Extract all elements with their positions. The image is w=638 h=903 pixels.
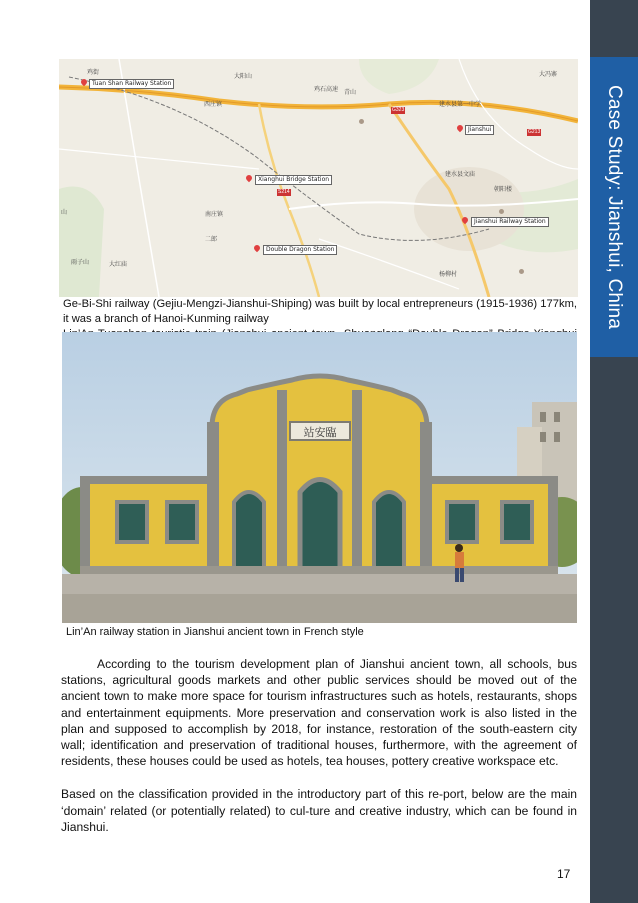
map-label: 青山 <box>344 89 357 96</box>
map-label: 大阳山 <box>234 73 253 80</box>
map-label: 西庄镇 <box>204 101 223 108</box>
paragraph: Based on the classification provided in the introductory part of this re-port, below are the main ‘domain’ related (or potentially related) to cul-ture and creative industry, which can be found in Jianshui. <box>61 787 577 834</box>
map-label: 雨子山 <box>71 259 90 266</box>
map-label: 南庄镇 <box>205 211 224 218</box>
map-label: 鸡街 <box>87 69 100 76</box>
photo-caption: Lin’An railway station in Jianshui ancient town in French style <box>66 626 364 638</box>
road-number: S214 <box>278 189 290 195</box>
map-caption-line-1: Ge-Bi-Shi railway (Gejiu-Mengzi-Jianshui-Shiping) was built by local entrepreneurs (1915-1936) 177km, it was a branch of Hanoi-Kunming railway <box>63 298 577 325</box>
map-label: 二郎 <box>205 236 218 243</box>
map-label: 杨柳村 <box>439 271 458 278</box>
map-label: 大冯寨 <box>539 71 558 78</box>
map-station-label: Xianghui Bridge Station <box>255 175 332 185</box>
page-number: 17 <box>557 867 571 881</box>
map-station-label: Double Dragon Station <box>263 245 337 255</box>
road-number: G323 <box>392 107 405 113</box>
map-label: 建水县第一中学 <box>439 101 482 108</box>
section-title-text: Case Study: Jianshui, China <box>604 84 625 330</box>
poi-marker <box>359 119 364 124</box>
poi-marker <box>499 209 504 214</box>
station-sign-text: 站安臨 <box>303 426 337 439</box>
map-label: 大红庙 <box>109 261 128 268</box>
paragraph: According to the tourism development plan of Jianshui ancient town, all schools, bus stations, agricultural goods markets and other public services should be moved out of the ancient town to make more space for tourism infrastructures such as hotels, restaurants, shops and entertainment equipments. More preservation and conservation work is also listed in the plan and supposed to accomplish by 2018, for instance, restoration of the south-eastern city wall; identification and preservation of traditional houses, furthermore, with the agreement of residents, these houses could be used as hotels, tea houses, pottery creative workspace etc. <box>61 657 577 769</box>
map-label: 朝阳楼 <box>494 186 513 193</box>
map-station-label: Jianshui <box>465 125 494 135</box>
railway-map <box>59 59 578 297</box>
map-station-label: Tuan Shan Railway Station <box>89 79 174 89</box>
body-text <box>61 656 577 852</box>
map-label: 鸡石高速 <box>314 86 339 93</box>
road-number: G213 <box>528 129 541 135</box>
station-illustration <box>62 332 577 623</box>
poi-marker <box>519 269 524 274</box>
map-label: 山 <box>61 209 68 216</box>
map-station-label: Jianshui Railway Station <box>471 217 549 227</box>
map-label: 建水县文庙 <box>445 171 476 178</box>
section-title <box>590 57 638 357</box>
station-photo <box>62 332 577 623</box>
